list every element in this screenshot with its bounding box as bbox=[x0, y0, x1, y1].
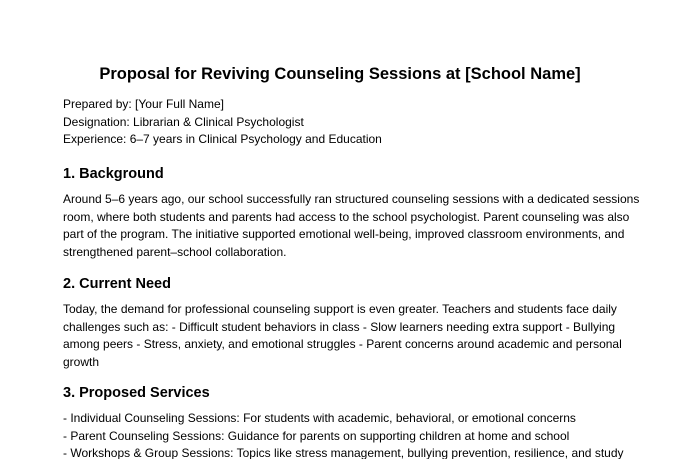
paragraph-line: part of the program. The initiative supported emotional well-being, improved classroom environments, and bbox=[63, 227, 625, 241]
paragraph-line: growth bbox=[63, 354, 100, 369]
section-heading-background: 1. Background bbox=[63, 166, 164, 182]
section-body-current-need bbox=[63, 301, 623, 371]
section-body-proposed-services bbox=[63, 410, 623, 459]
author-info bbox=[63, 96, 623, 149]
section-heading-proposed-services: 3. Proposed Services bbox=[63, 385, 210, 401]
service-list-item: - Workshops & Group Sessions: Topics like stress management, bullying prevention, resilience, and study bbox=[63, 446, 624, 459]
prepared-by-line: Prepared by: [Your Full Name] bbox=[63, 97, 224, 111]
paragraph-line: Around 5–6 years ago, our school successfully ran structured counseling sessions with a dedicated sessions bbox=[63, 192, 640, 206]
designation-line: Designation: Librarian & Clinical Psychologist bbox=[63, 114, 304, 129]
experience-line: Experience: 6–7 years in Clinical Psychology and Education bbox=[63, 132, 382, 146]
paragraph-line: room, where both students and parents had access to the school psychologist. Parent counseling was also bbox=[63, 209, 630, 224]
section-body-background bbox=[63, 191, 640, 261]
document-title: Proposal for Reviving Counseling Sessions at [School Name] bbox=[99, 65, 581, 83]
service-list-item: - Parent Counseling Sessions: Guidance for parents on supporting children at home and school bbox=[63, 428, 570, 443]
section-heading-current-need: 2. Current Need bbox=[63, 276, 171, 292]
paragraph-line: strengthened parent–school collaboration. bbox=[63, 244, 287, 259]
service-list-item: - Individual Counseling Sessions: For students with academic, behavioral, or emotional concerns bbox=[63, 411, 576, 425]
paragraph-line: challenges such as: - Difficult student behaviors in class - Slow learners needing extra support - Bullying bbox=[63, 319, 616, 334]
paragraph-line: among peers - Stress, anxiety, and emotional struggles - Parent concerns around academic and personal bbox=[63, 337, 622, 351]
paragraph-line: Today, the demand for professional counseling support is even greater. Teachers and students face daily bbox=[63, 302, 617, 316]
